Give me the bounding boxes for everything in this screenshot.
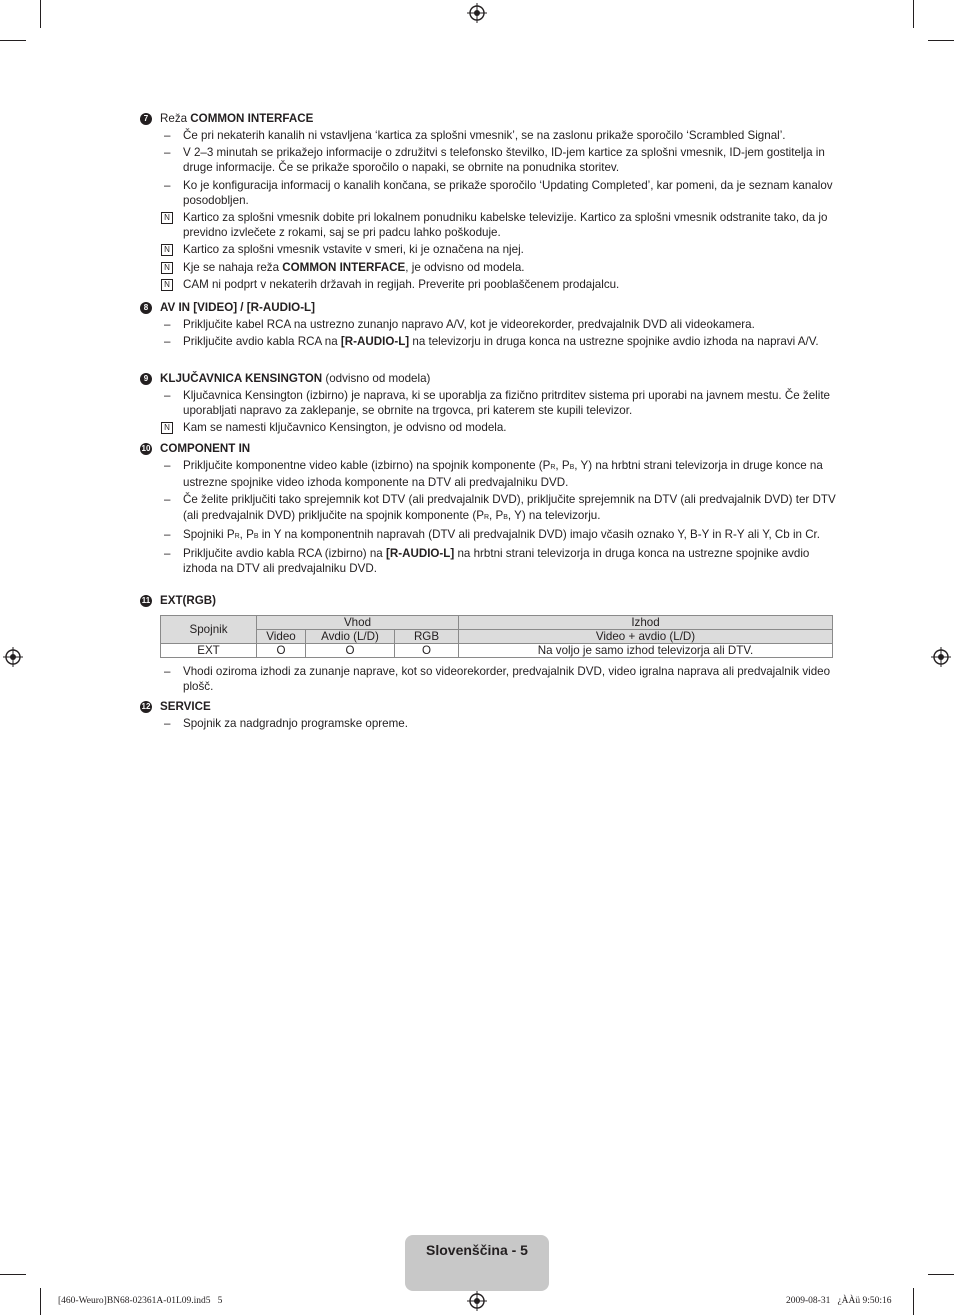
list-item <box>140 178 842 208</box>
crop-mark <box>913 0 914 28</box>
table-cell: EXT <box>161 644 257 658</box>
heading-title: SERVICE <box>160 700 211 713</box>
section-component-in <box>140 441 842 576</box>
note-item <box>140 420 842 435</box>
note-item <box>140 260 842 275</box>
list-item <box>140 317 842 332</box>
item-bold: [R-AUDIO-L] <box>340 335 410 349</box>
print-slug-left: [460-Weuro]BN68-02361A-01L09.ind5 5 <box>58 1296 223 1306</box>
table-cell: O <box>395 644 459 658</box>
crop-mark <box>40 0 41 28</box>
connector-table <box>160 615 833 658</box>
section-heading <box>140 699 842 714</box>
note-item <box>140 210 842 240</box>
note-bold: COMMON INTERFACE <box>282 260 406 274</box>
heading-title: COMPONENT IN <box>160 442 251 455</box>
section-number-badge: 10 <box>141 444 151 453</box>
list-item <box>140 527 842 544</box>
crosshair-circle-icon <box>3 647 23 667</box>
item-text: na televizorju in druga konca na ustrezne spojnike avdio izhoda na napravi A/V. <box>409 335 819 349</box>
item-text: Priključite avdio kabla RCA na <box>183 335 341 349</box>
subscript-b: B <box>503 513 508 521</box>
section-ext-rgb <box>140 593 842 608</box>
table-header-cell: Vhod <box>257 616 459 630</box>
dash-bullet: – <box>164 146 171 160</box>
table-cell: Na voljo je samo izhod televizorja ali DTV. <box>459 644 833 658</box>
note-icon: N <box>161 212 173 224</box>
item-text: Priključite avdio kabla RCA (izbirno) na <box>183 547 386 561</box>
heading-title: AV IN [VIDEO] / [R-AUDIO-L] <box>160 301 315 314</box>
print-slug-right: 2009-08-31 ¿ÀÀü 9:50:16 <box>786 1296 892 1306</box>
item-text: V 2–3 minutah se prikažejo informacije o združitvi s telefonsko številko, ID-jem kartice za splošni vmesnik, ID-jem gostitelja in druge informacije. Če se prikaže sporočilo o napaki, se obrnite na ponudnika storitev. <box>183 146 825 175</box>
list-item <box>140 388 842 418</box>
note-icon: N <box>161 422 173 434</box>
section-heading <box>140 300 842 315</box>
table-header-cell: Izhod <box>459 616 833 630</box>
item-text: Priključite komponentne video kable (izbirno) na spojnik komponente (P <box>183 459 551 472</box>
item-text: Spojniki P <box>183 527 235 541</box>
list-item <box>140 458 842 490</box>
table-cell: O <box>306 644 395 658</box>
list-item <box>140 664 842 694</box>
item-text: , P <box>489 508 504 522</box>
crop-mark <box>0 1274 26 1275</box>
crop-mark <box>0 40 26 41</box>
table-header-row <box>161 616 833 630</box>
crop-mark <box>928 40 954 41</box>
note-item <box>140 277 842 292</box>
item-text: , Y) na hrbtni strani televizorja in druge konce na ustrezne spojnike video izhoda komponente na DTV ali predvajalniku DVD. <box>183 459 823 490</box>
table-cell: O <box>257 644 306 658</box>
item-text: Vhodi oziroma izhodi za zunanje naprave, kot so videorekorder, predvajalnik DVD, video igralna naprava ali predvajalnik video plošč. <box>183 665 831 694</box>
section-av-in <box>140 300 842 349</box>
note-item <box>140 242 842 257</box>
subscript-r: R <box>234 532 240 540</box>
subscript-b: B <box>569 464 575 471</box>
subscript-r: R <box>550 464 556 471</box>
heading-title: COMMON INTERFACE <box>190 112 314 125</box>
item-text: Ključavnica Kensington (izbirno) je naprava, ki se uporablja za fizično pritrditev sistema pri uporabi na javnem mestu. Če želite uporabljati napravo za zaklepanje, se obrnite na trgovca, pri katerem ste kupili televizor. <box>183 389 830 418</box>
heading-title: EXT(RGB) <box>160 594 217 607</box>
table-header-cell: Spojnik <box>161 616 257 644</box>
section-number-badge: 8 <box>140 302 152 314</box>
heading-prefix: Reža <box>160 112 191 125</box>
crosshair-circle-icon <box>931 647 951 667</box>
item-text: Ko je konfiguracija informacij o kanalih končana, se prikaže sporočilo ‘Updating Completed’, kar pomeni, da je seznam kanalov posodobljen. <box>183 178 833 207</box>
dash-bullet: – <box>164 547 171 561</box>
dash-bullet: – <box>164 389 171 402</box>
subscript-r: R <box>483 513 489 521</box>
note-text: Kam se namesti ključavnico Kensington, je odvisno od modela. <box>183 421 507 435</box>
note-text: Kartico za splošni vmesnik dobite pri lokalnem ponudniku kabelske televizije. Kartico za splošni vmesnik odstranite tako, da jo previdno izvlečete z rokami, saj se pri padcu lahko poškoduje. <box>183 211 828 240</box>
section-number-badge: 7 <box>140 113 152 125</box>
item-text: in Y na komponentnih napravah (DTV ali predvajalnik DVD) imajo včasih oznako Y, B-Y in R-Y ali Y, Cb in Cr. <box>258 527 821 541</box>
section-heading <box>140 593 842 608</box>
table-header-cell: Avdio (L/D) <box>306 630 395 644</box>
note-text: , je odvisno od modela. <box>405 260 525 274</box>
item-text: Če pri nekaterih kanalih ni vstavljena ‘kartica za splošni vmesnik’, se na zaslonu prikaže sporočilo ‘Scrambled Signal’. <box>183 129 786 142</box>
note-icon: N <box>161 244 173 256</box>
section-heading <box>140 111 842 126</box>
crosshair-circle-icon <box>467 1291 487 1311</box>
note-text: CAM ni podprt v nekaterih državah in regijah. Preverite pri pooblaščenem prodajalcu. <box>183 277 620 291</box>
table-header-row <box>161 630 833 644</box>
dash-bullet: – <box>164 178 171 192</box>
table-row <box>161 644 833 658</box>
item-text: na hrbtni strani televizorja in druga konca na ustrezne spojnike avdio izhoda na DTV ali predvajalniku DVD. <box>183 547 810 576</box>
section-kensington <box>140 371 842 436</box>
crop-mark <box>913 1288 914 1315</box>
crop-mark <box>928 1274 954 1275</box>
item-text: Če želite priključiti tako sprejemnik kot DTV (ali predvajalnik DVD), priključite sprejemnik na DTV (ali predvajalnik DVD) ter DTV (ali predvajalnik DVD) priključite na spojnik komponente (P <box>183 493 836 522</box>
table-header-cell: Video + avdio (L/D) <box>459 630 833 644</box>
dash-bullet: – <box>164 717 171 730</box>
dash-bullet: – <box>164 318 171 331</box>
dash-bullet: – <box>164 493 171 507</box>
list-item <box>140 334 842 349</box>
list-item <box>140 546 842 576</box>
item-text: Spojnik za nadgradnjo programske opreme. <box>183 717 408 730</box>
list-item <box>140 145 842 175</box>
crop-mark <box>40 1288 41 1315</box>
table-header-cell: RGB <box>395 630 459 644</box>
page-number-tab <box>405 1235 549 1291</box>
item-text: Priključite kabel RCA na ustrezno zunanjo napravo A/V, kot je videorekorder, predvajalnik DVD ali videokamera. <box>183 318 755 331</box>
section-heading <box>140 441 842 456</box>
section-number-badge: 11 <box>141 596 151 605</box>
crosshair-circle-icon <box>467 3 487 23</box>
heading-suffix: (odvisno od modela) <box>322 372 431 385</box>
list-item <box>140 716 842 731</box>
section-number-badge: 12 <box>141 702 151 711</box>
note-text: Kartico za splošni vmesnik vstavite v smeri, ki je označena na njej. <box>183 243 524 257</box>
page-label: Slovenščina - 5 <box>426 1242 528 1258</box>
dash-bullet: – <box>164 335 171 349</box>
section-service <box>140 699 842 731</box>
dash-bullet: – <box>164 129 171 142</box>
item-bold: [R-AUDIO-L] <box>385 547 455 561</box>
dash-bullet: – <box>164 665 171 678</box>
table-header-cell: Video <box>257 630 306 644</box>
item-text: , Y) na televizorju. <box>507 508 601 522</box>
dash-bullet: – <box>164 527 171 541</box>
section-heading <box>140 371 842 386</box>
item-text: , P <box>555 459 570 472</box>
subscript-b: B <box>253 532 259 540</box>
section-common-interface <box>140 111 842 292</box>
note-icon: N <box>161 279 173 291</box>
dash-bullet: – <box>164 459 171 472</box>
note-text: Kje se nahaja reža <box>183 260 283 274</box>
list-item <box>140 492 842 524</box>
note-icon: N <box>161 262 173 274</box>
section-number-badge: 9 <box>140 373 152 385</box>
list-item <box>140 128 842 143</box>
section-ext-rgb-notes <box>140 662 842 694</box>
item-text: , P <box>239 527 254 541</box>
heading-title: KLJUČAVNICA KENSINGTON <box>160 372 323 385</box>
